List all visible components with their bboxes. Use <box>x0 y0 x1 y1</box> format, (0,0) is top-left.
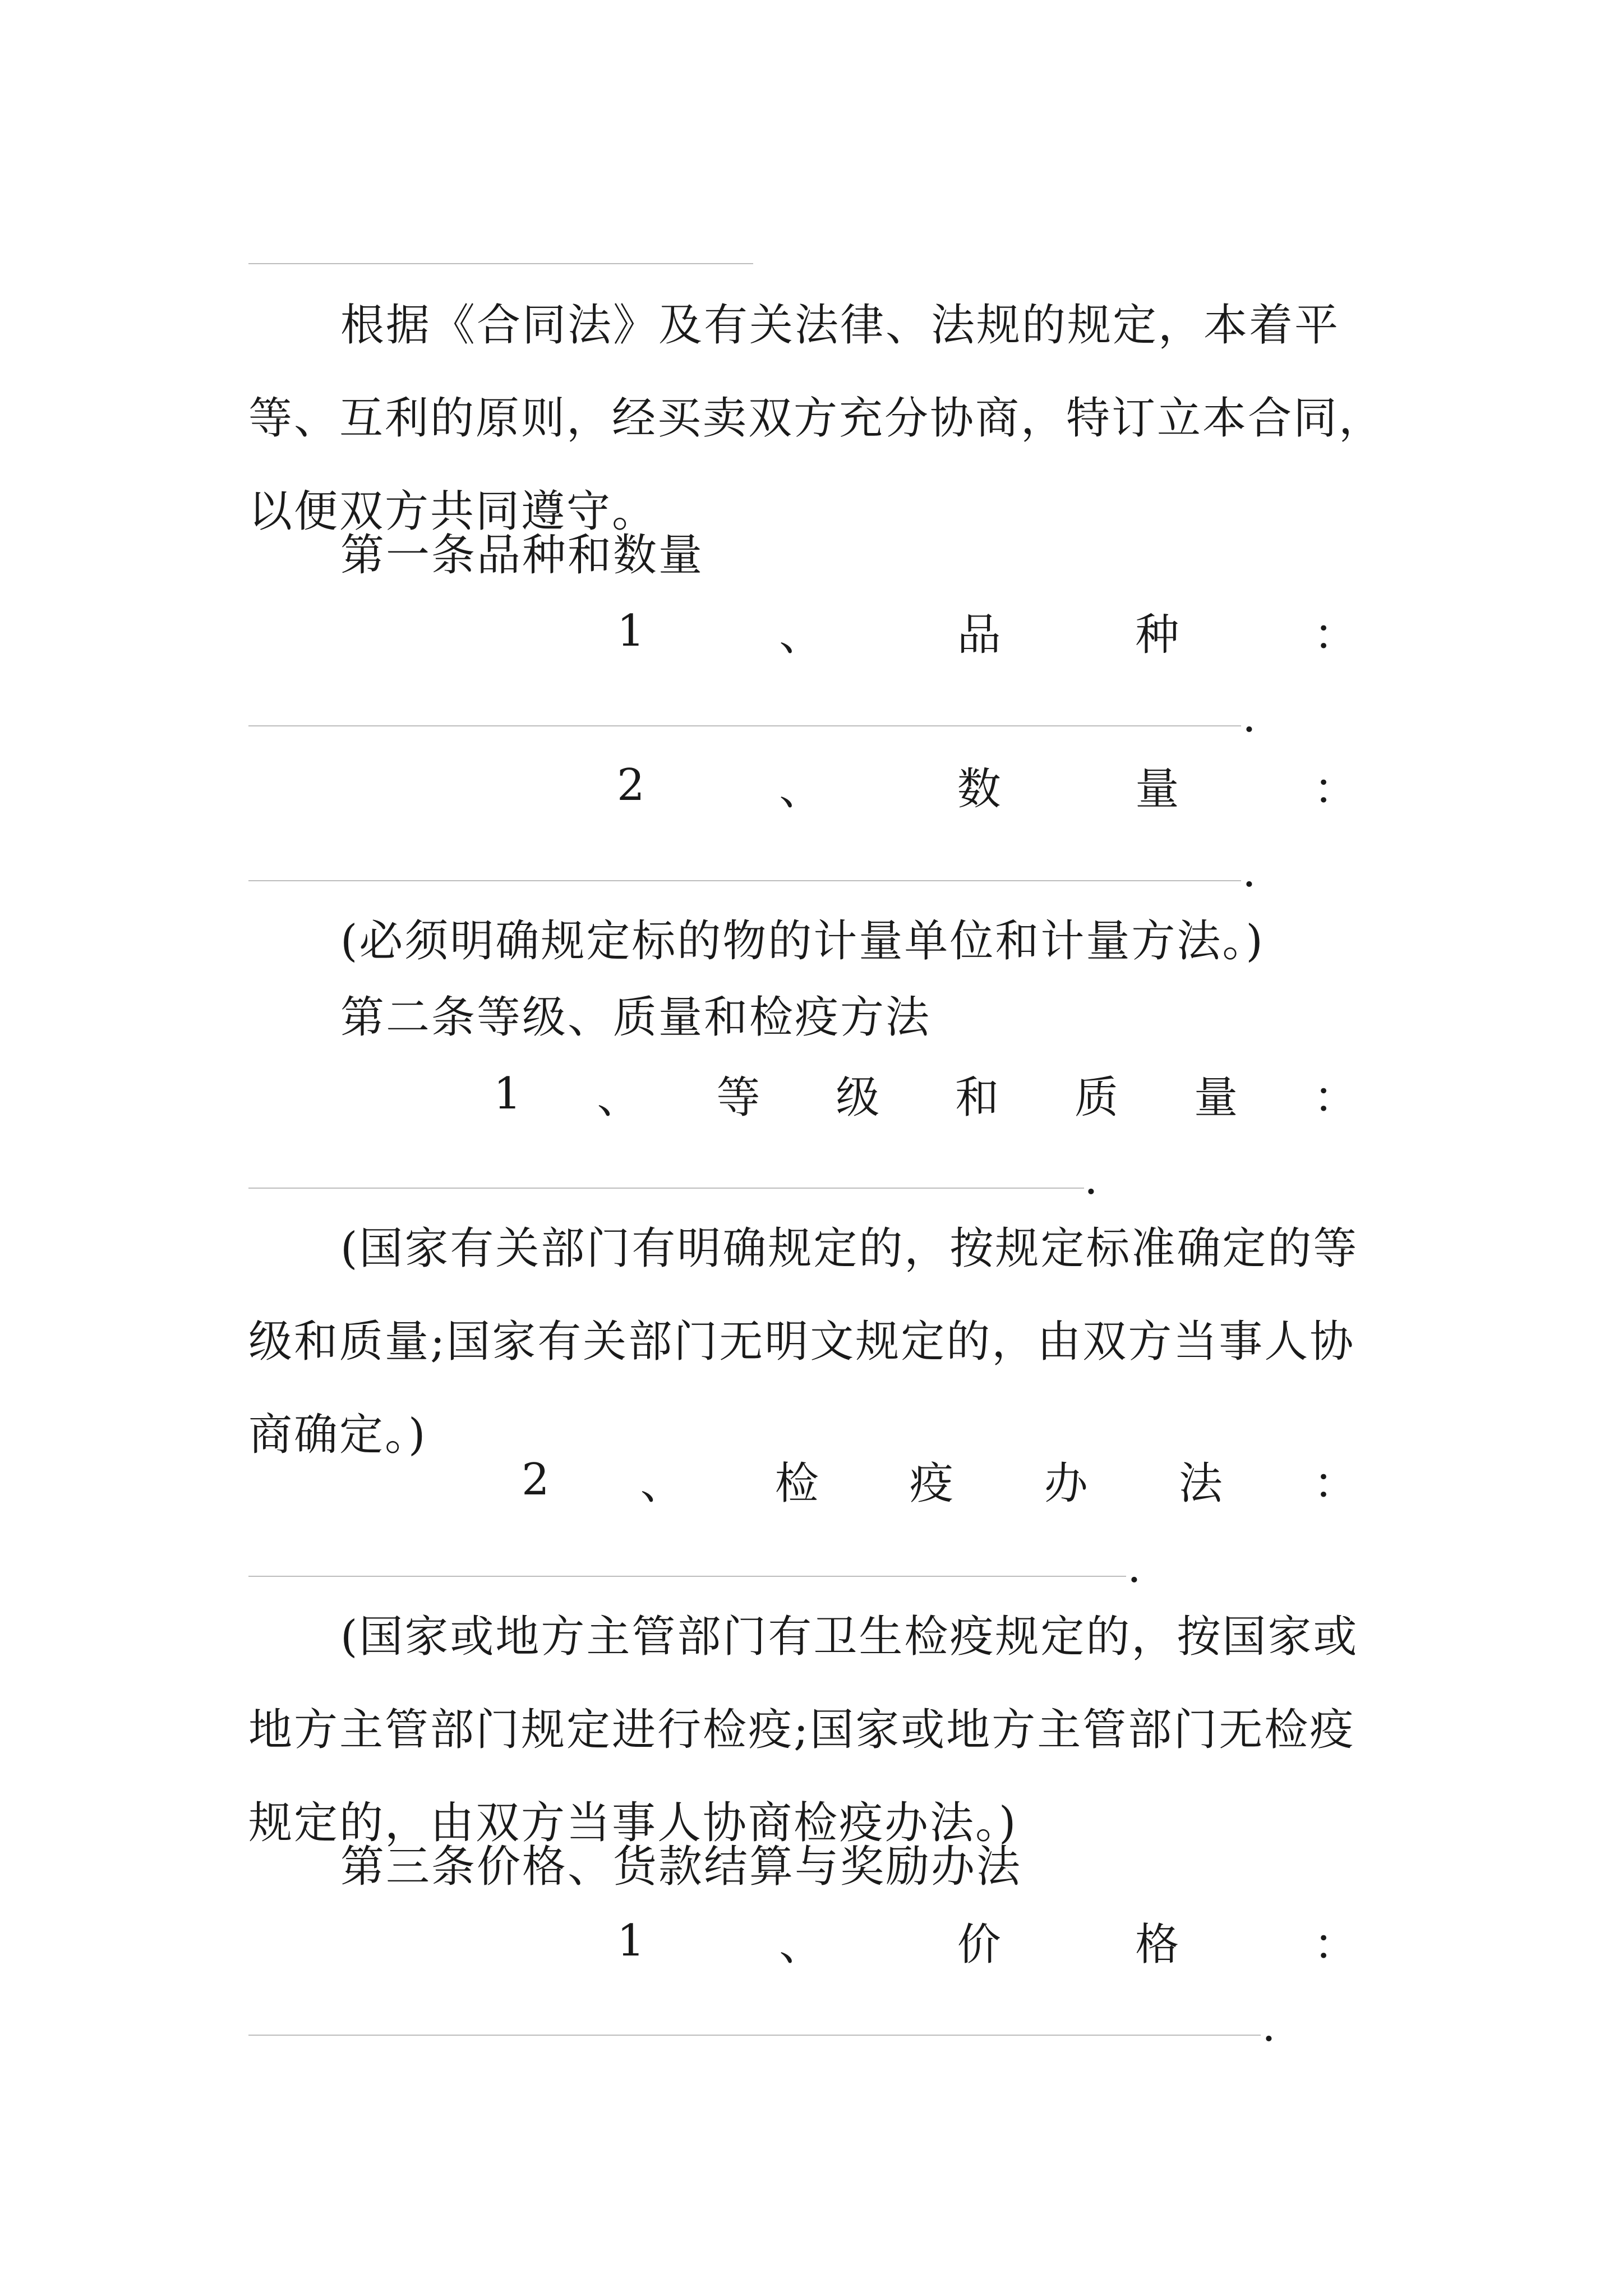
spread-char: ： <box>1313 1073 1357 1123</box>
spread-char: ： <box>1313 1458 1357 1509</box>
spread-char: 品 <box>957 610 1001 660</box>
article-1-item-1 <box>617 592 1357 670</box>
blank-end-dot: . <box>1262 2001 1276 2051</box>
fill-in-blank <box>248 725 1241 726</box>
spread-char: 法 <box>1178 1458 1223 1509</box>
article-2-note-2: (国家或地方主管部门有卫生检疫规定的，按国家或地方主管部门规定进行检疫;国家或地方主管部门无检疫规定的，由双方当事人协商检疫办法。) <box>248 1612 1359 1848</box>
spread-char: 、 <box>779 1920 823 1970</box>
intro-paragraph: 根据《合同法》及有关法律、法规的规定，本着平等、互利的原则，经买卖双方充分协商，特订立本合同，以便双方共同遵守。 <box>248 300 1385 537</box>
spread-char: 质 <box>1075 1073 1119 1123</box>
spread-char: ： <box>1313 1920 1357 1970</box>
spread-char: 和 <box>955 1073 999 1123</box>
spread-char: 1 <box>617 606 645 656</box>
article-3-item-1 <box>617 1902 1357 1980</box>
article-1-note: (必须明确规定标的物的计量单位和计量方法。) <box>340 916 1265 967</box>
article-2-note-1: (国家有关部门有明确规定的，按规定标准确定的等级和质量;国家有关部门无明文规定的，由双方当事人协商确定。) <box>248 1223 1359 1460</box>
article-2-item-2 <box>522 1441 1357 1519</box>
article-1-item-2 <box>617 746 1357 825</box>
top-rule <box>248 263 753 264</box>
spread-char: 检 <box>774 1458 819 1509</box>
article-1-title: 第一条品种和数量 <box>340 530 704 581</box>
spread-char: 、 <box>779 764 823 815</box>
spread-char: 、 <box>640 1458 684 1509</box>
spread-char: 、 <box>779 610 823 660</box>
spread-char: 数 <box>957 764 1001 815</box>
spread-char: 1 <box>494 1069 522 1119</box>
fill-in-blank <box>248 1188 1084 1189</box>
blank-end-dot: . <box>1242 692 1256 742</box>
spread-char: 、 <box>597 1073 641 1123</box>
article-2-title: 第二条等级、质量和检疫方法 <box>340 992 932 1043</box>
fill-in-blank <box>248 2035 1261 2036</box>
spread-char: 2 <box>617 760 645 811</box>
spread-char: 量 <box>1135 764 1179 815</box>
article-2-item-1 <box>494 1055 1357 1133</box>
blank-end-dot: . <box>1084 1154 1098 1204</box>
spread-char: 1 <box>617 1916 645 1966</box>
spread-char: ： <box>1313 764 1357 815</box>
spread-char: 价 <box>957 1920 1001 1970</box>
spread-char: ： <box>1313 610 1357 660</box>
fill-in-blank <box>248 880 1241 881</box>
spread-char: 种 <box>1135 610 1179 660</box>
blank-end-dot: . <box>1127 1542 1141 1593</box>
spread-char: 2 <box>522 1455 550 1505</box>
spread-char: 级 <box>836 1073 880 1123</box>
spread-char: 办 <box>1044 1458 1088 1509</box>
spread-char: 等 <box>716 1073 760 1123</box>
spread-char: 格 <box>1135 1920 1179 1970</box>
spread-char: 量 <box>1194 1073 1238 1123</box>
article-3-title: 第三条价格、货款结算与奖励办法 <box>340 1842 1022 1892</box>
spread-char: 疫 <box>909 1458 953 1509</box>
blank-end-dot: . <box>1242 846 1256 897</box>
fill-in-blank <box>248 1576 1126 1577</box>
